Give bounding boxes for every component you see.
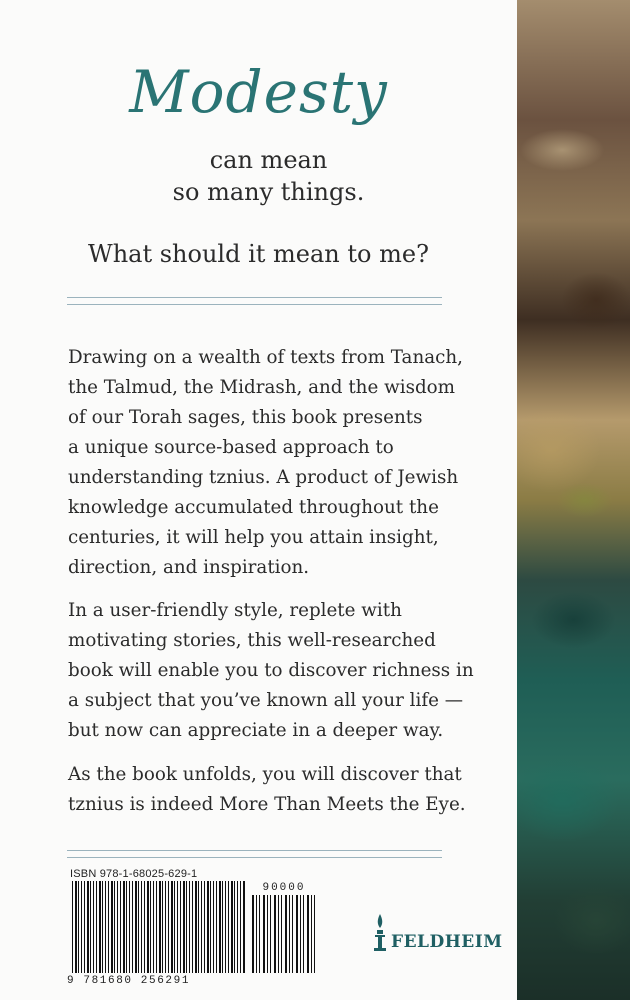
divider-top-2 xyxy=(67,304,442,305)
blurb-line: a unique source-based approach to xyxy=(68,437,394,458)
isbn-text: ISBN 978-1-68025-629-1 xyxy=(70,868,198,880)
divider-bottom-2 xyxy=(67,857,442,858)
ean-digits: 9 781680 256291 xyxy=(67,975,191,987)
tagline-line-2: so many things. xyxy=(172,178,365,206)
title-modesty: Modesty xyxy=(129,58,388,126)
blurb-line: Drawing on a wealth of texts from Tanach, xyxy=(68,347,463,368)
question-heading: What should it mean to me? xyxy=(88,240,429,268)
addon-barcode xyxy=(252,895,316,973)
blurb-line: centuries, it will help you attain insight, xyxy=(68,527,439,548)
blurb-line: the Talmud, the Midrash, and the wisdom xyxy=(68,377,455,398)
publisher-logo xyxy=(372,912,503,952)
blurb-line: In a user-friendly style, replete with xyxy=(68,600,402,621)
ean-barcode xyxy=(72,881,245,973)
addon-digits: 90000 xyxy=(262,882,306,894)
blurb-line: knowledge accumulated throughout the xyxy=(68,497,439,518)
divider-top-1 xyxy=(67,297,442,298)
blurb-paragraph-3 xyxy=(68,760,468,820)
blurb-line: tznius is indeed More Than Meets the Eye. xyxy=(68,794,466,815)
blurb-line: motivating stories, this well-researched xyxy=(68,630,436,651)
blurb-line: understanding tznius. A product of Jewish xyxy=(68,467,459,488)
candle-flame-icon xyxy=(372,912,388,952)
blurb-paragraph-2 xyxy=(68,596,474,746)
divider-bottom-1 xyxy=(67,850,442,851)
tagline-line-1: can mean xyxy=(209,146,328,174)
blurb-line: of our Torah sages, this book presents xyxy=(68,407,423,428)
blurb-line: As the book unfolds, you will discover that xyxy=(68,764,462,785)
blurb-line: direction, and inspiration. xyxy=(68,557,310,578)
blurb-line: book will enable you to discover richness in xyxy=(68,660,474,681)
blurb-line: but now can appreciate in a deeper way. xyxy=(68,720,444,741)
blurb-paragraph-1 xyxy=(68,343,468,583)
publisher-name: FELDHEIM xyxy=(391,932,503,952)
blurb-line: a subject that you’ve known all your life — xyxy=(68,690,464,711)
photo-strip-image xyxy=(517,0,630,1000)
